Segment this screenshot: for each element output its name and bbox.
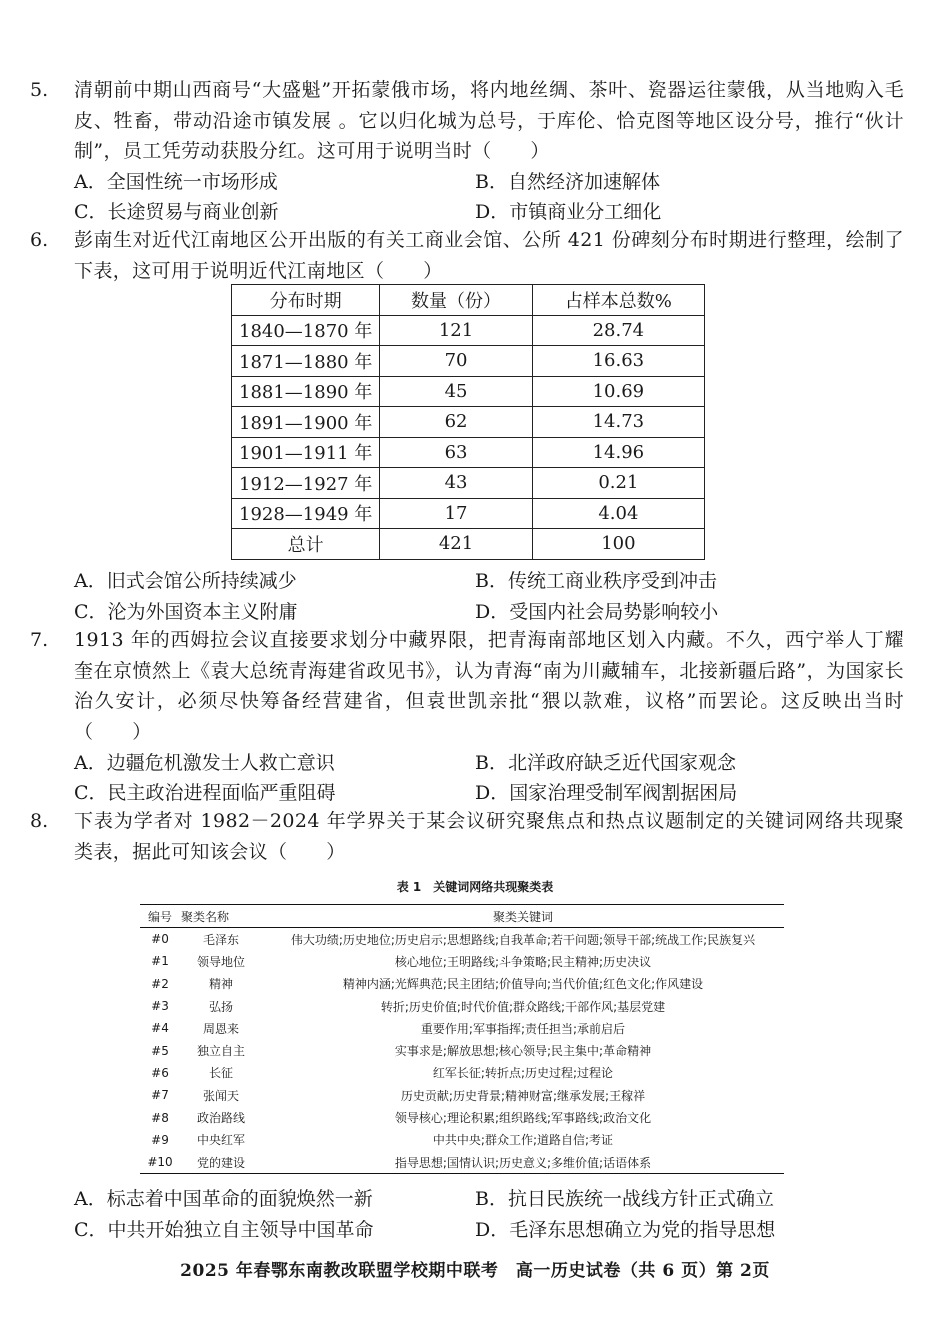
table-cell: 领导地位 <box>196 954 245 969</box>
table-row <box>140 950 784 972</box>
table-header: 占样本总数% <box>532 285 704 316</box>
table-total-row <box>232 529 705 560</box>
question-stem: 彭南生对近代江南地区公开出版的有关工商业会馆、公所 421 份碑刻分布时期进行整理，绘制了下表，这可用于说明近代江南地区（ ） <box>74 229 904 282</box>
table-cell: 核心地位;王明路线;斗争策略;民主精神;历史决议 <box>394 954 652 969</box>
question-number: 5. <box>30 79 49 101</box>
table-cell: 1881—1890 年 <box>232 376 380 407</box>
table-cell: 14.73 <box>532 407 704 438</box>
table-cell: 62 <box>380 407 532 438</box>
option-d[interactable]: D．受国内社会局势影响较小 <box>475 601 719 623</box>
table-header: 分布时期 <box>232 285 380 316</box>
question-stem: 下表为学者对 1982－2024 年学界关于某会议研究聚焦点和热点议题制定的关键词网络共现聚类表，据此可知该会议（ ） <box>74 810 904 863</box>
table-cell: 毛泽东 <box>202 932 239 947</box>
question-stem: 1913 年的西姆拉会议直接要求划分中藏界限，把青海南部地区划入内藏。不久，西宁举人丁耀奎在京愤然上《袁大总统青海建省政见书》，认为青海“南为川藏辅车，北接新疆后路”，为国家长治久安计，必须尽快筹备经营建省，但袁世凯亲批“猥以款难，议格”而罢论。这反映出当时（ ） <box>74 629 904 743</box>
table-cell: 4.04 <box>532 498 704 529</box>
option-b[interactable]: B．自然经济加速解体 <box>475 171 660 193</box>
table-cell: 中共中央;群众工作;道路自信;考证 <box>432 1133 614 1148</box>
option-c[interactable]: C．中共开始独立自主领导中国革命 <box>74 1219 374 1241</box>
table-row <box>232 346 705 377</box>
table-cell: 指导思想;国情认识;历史意义;多维价值;话语体系 <box>262 1151 784 1174</box>
option-b[interactable]: B．传统工商业秩序受到冲击 <box>475 570 717 592</box>
table-cell: 精神 <box>208 977 233 992</box>
table-cell: 精神内涵;光辉典范;民主团结;价值导向;当代价值;红色文化;作风建设 <box>342 977 704 992</box>
table-cell: 1912—1927 年 <box>232 468 380 499</box>
table-cell: 16.63 <box>532 346 704 377</box>
table-cell: 弘扬 <box>208 999 233 1014</box>
table-cell: #10 <box>140 1151 180 1174</box>
table-row <box>140 1062 784 1084</box>
table-cell: #9 <box>151 1132 169 1147</box>
table-cell: 独立自主 <box>196 1044 245 1059</box>
table-cell: 1840—1870 年 <box>232 315 380 346</box>
table-row <box>232 376 705 407</box>
table-cell: 张闻天 <box>202 1088 239 1103</box>
table-header: 数量（份） <box>380 285 532 316</box>
keyword-cluster-table <box>140 904 784 1174</box>
table-cell: 121 <box>380 315 532 346</box>
question-stem: 清朝前中期山西商号“大盛魁”开拓蒙俄市场，将内地丝绸、茶叶、瓷器运往蒙俄，从当地购入毛皮、牲畜，带动沿途市镇发展 。它以归化城为总号，于库伦、恰克图等地区设分号，推行“伙计制”，员工凭劳动获股分红。这可用于说明当时（ ） <box>74 79 904 162</box>
table-cell: #2 <box>151 976 169 991</box>
option-c[interactable]: C．长途贸易与商业创新 <box>74 201 279 223</box>
table-cell: #4 <box>151 1021 169 1036</box>
question-number: 8. <box>30 810 49 832</box>
table-cell: 1928—1949 年 <box>232 498 380 529</box>
table-cell: 中央红军 <box>196 1133 245 1148</box>
option-c[interactable]: C．沦为外国资本主义附庸 <box>74 601 298 623</box>
table-cell: 党的建设 <box>180 1151 262 1174</box>
table-cell: 重要作用;军事指挥;责任担当;承前启后 <box>420 1021 626 1036</box>
option-a[interactable]: A．旧式会馆公所持续减少 <box>74 570 297 592</box>
table-cell: 1891—1900 年 <box>232 407 380 438</box>
table-cell: 长征 <box>208 1066 233 1081</box>
table-header-row <box>140 905 784 928</box>
option-a[interactable]: A．边疆危机激发士人救亡意识 <box>74 752 335 774</box>
table-cell: #3 <box>151 999 169 1014</box>
table-cell: #1 <box>151 954 169 969</box>
table-row <box>232 498 705 529</box>
option-c[interactable]: C．民主政治进程面临严重阻碍 <box>74 782 336 804</box>
table-cell: 历史贡献;历史背景;精神财富;继承发展;王稼祥 <box>400 1088 646 1103</box>
table-row <box>140 1151 784 1174</box>
table-cell: 100 <box>532 529 704 560</box>
option-d[interactable]: D．国家治理受制军阀割据困局 <box>475 782 738 804</box>
table-cell: 转折;历史价值;时代价值;群众路线;干部作风;基层党建 <box>380 999 666 1014</box>
question-number: 7. <box>30 629 49 651</box>
table-header: 编号 <box>140 905 180 928</box>
table-cell: 28.74 <box>532 315 704 346</box>
table-row <box>140 1039 784 1061</box>
table-header-row <box>232 285 705 316</box>
option-a[interactable]: A．全国性统一市场形成 <box>74 171 278 193</box>
table-row <box>232 437 705 468</box>
table-row <box>232 315 705 346</box>
option-d[interactable]: D．毛泽东思想确立为党的指导思想 <box>475 1219 776 1241</box>
table-row <box>140 1084 784 1106</box>
table-cell: 421 <box>380 529 532 560</box>
table-cell: 领导核心;理论积累;组织路线;军事路线;政治文化 <box>394 1111 652 1126</box>
table-row <box>232 407 705 438</box>
table-cell: 政治路线 <box>196 1111 245 1126</box>
table-cell: #8 <box>151 1110 169 1125</box>
table-cell: 0.21 <box>532 468 704 499</box>
table-row <box>140 1129 784 1151</box>
table-cell: 63 <box>380 437 532 468</box>
table-title: 表 1 关键词网络共现聚类表 <box>396 880 554 894</box>
table-row <box>232 468 705 499</box>
table-cell: 43 <box>380 468 532 499</box>
table-row <box>140 995 784 1017</box>
table-cell: 1871—1880 年 <box>232 346 380 377</box>
table-cell: #6 <box>151 1065 169 1080</box>
table-cell: 70 <box>380 346 532 377</box>
page-footer: 2025 年春鄂东南教改联盟学校期中联考 高一历史试卷（共 6 页）第 2页 <box>180 1261 770 1281</box>
table-cell: 伟大功绩;历史地位;历史启示;思想路线;自我革命;若干问题;领导干部;统战工作;民族复兴 <box>290 932 756 947</box>
table-row <box>140 928 784 951</box>
table-cell: 总计 <box>232 529 380 560</box>
table-cell: 1901—1911 年 <box>232 437 380 468</box>
table-cell: #7 <box>151 1088 169 1103</box>
option-d[interactable]: D．市镇商业分工细化 <box>475 201 662 223</box>
option-b[interactable]: B．抗日民族统一战线方针正式确立 <box>475 1188 774 1210</box>
data-table <box>231 284 705 560</box>
table-cell: 周恩来 <box>202 1021 239 1036</box>
table-row <box>140 1017 784 1039</box>
table-header: 聚类名称 <box>180 905 262 928</box>
table-cell: 45 <box>380 376 532 407</box>
table-cell: #5 <box>151 1043 169 1058</box>
table-cell: 17 <box>380 498 532 529</box>
table-cell: 实事求是;解放思想;核心领导;民主集中;革命精神 <box>394 1044 652 1059</box>
table-cell: #0 <box>151 932 169 947</box>
table-cell: 10.69 <box>532 376 704 407</box>
table-cell: 红军长征;转折点;历史过程;过程论 <box>432 1066 614 1081</box>
table-cell: 14.96 <box>532 437 704 468</box>
table-header: 聚类关键词 <box>262 905 784 928</box>
table-row <box>140 1106 784 1128</box>
option-a[interactable]: A．标志着中国革命的面貌焕然一新 <box>74 1188 373 1210</box>
table-row <box>140 973 784 995</box>
question-number: 6. <box>30 229 49 251</box>
option-b[interactable]: B．北洋政府缺乏近代国家观念 <box>475 752 736 774</box>
